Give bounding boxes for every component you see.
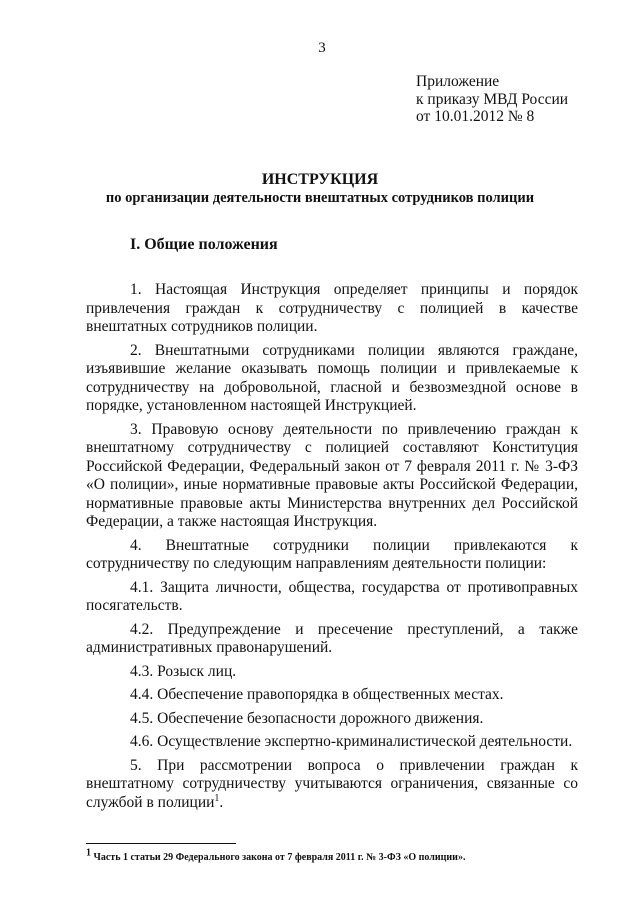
page-number: 3: [318, 40, 326, 56]
paragraph-2: 2. Внештатными сотрудниками полиции являются граждане, изъявившие желание оказывать помощь полиции и привлекаемые к сотрудничеству на добровольной, гласной и безвозмездной основе в порядке, установленном настоящей Инструкцией.: [86, 341, 578, 414]
paragraph-4-6: 4.6. Осуществление экспертно-криминалистической деятельности.: [130, 733, 573, 750]
paragraph-5-text: 5. При рассмотрении вопроса о привлечении граждан к внештатному сотрудничеству учитываются ограничения, связанные со службой в полиции: [86, 756, 578, 811]
footnote-reference: 1: [214, 792, 220, 804]
paragraph-1: 1. Настоящая Инструкция определяет принципы и порядок привлечения граждан к сотрудничеству с полицией в качестве внештатных сотрудников полиции.: [86, 281, 578, 335]
footnote-separator: [86, 843, 236, 844]
footnote: [86, 847, 606, 863]
appendix-header: [416, 73, 568, 126]
paragraph-4-4: 4.4. Обеспечение правопорядка в общественных местах.: [130, 686, 504, 703]
paragraph-3: 3. Правовую основу деятельности по привлечению граждан к внештатному сотрудничеству с полицией составляют Конституция Российской Федерации, Федеральный закон от 7 февраля 2011 г. № 3-ФЗ «О полиции», иные нормативные правовые акты Российской Федерации, нормативные правовые акты Министерства внутренних дел Российской Федерации, а также настоящая Инструкция.: [86, 420, 578, 530]
paragraph-4-2: 4.2. Предупреждение и пресечение преступлений, а также административных правонарушений.: [86, 620, 578, 656]
paragraph-4-1: 4.1. Защита личности, общества, государства от противоправных посягательств.: [86, 578, 578, 614]
document-body: [86, 281, 578, 817]
paragraph-5-end: .: [219, 793, 224, 811]
appendix-line-2: к приказу МВД России: [416, 90, 569, 108]
document-title: ИНСТРУКЦИЯ: [261, 171, 379, 188]
paragraph-4-3: 4.3. Розыск лиц.: [130, 662, 237, 680]
paragraph-4-5: 4.5. Обеспечение безопасности дорожного движения.: [130, 709, 484, 727]
appendix-line-3: от 10.01.2012 № 8: [416, 108, 535, 125]
footnote-text: Часть 1 статьи 29 Федерального закона от 7 февраля 2011 г. № 3-ФЗ «О полиции».: [91, 852, 466, 863]
paragraph-4: 4. Внештатные сотрудники полиции привлекаются к сотрудничеству по следующим направлениям деятельности полиции:: [86, 536, 578, 572]
paragraph-5: [86, 757, 578, 813]
section-heading: I. Общие положения: [130, 236, 278, 253]
footnote-marker: 1: [86, 847, 91, 859]
document-subtitle: по организации деятельности внештатных сотрудников полиции: [105, 190, 535, 206]
appendix-line-1: Приложение: [416, 73, 500, 90]
